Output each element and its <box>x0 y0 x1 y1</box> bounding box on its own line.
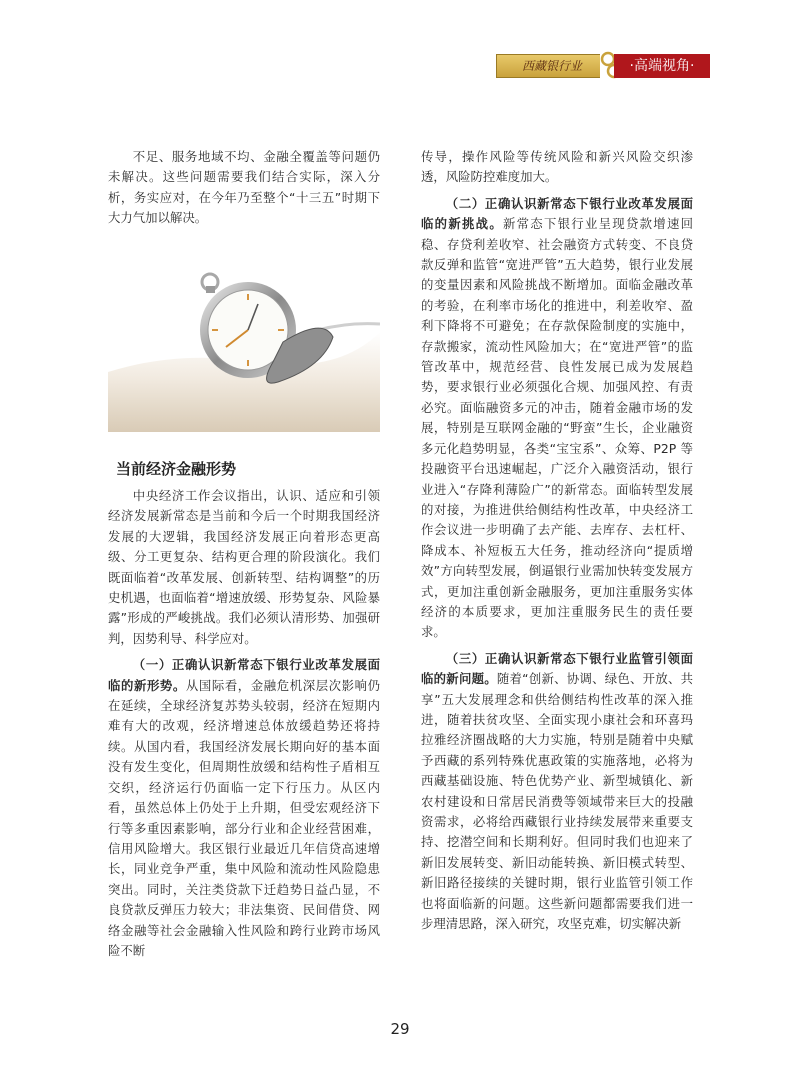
subsection-2 <box>421 194 693 643</box>
section-tagline: ·高端视角· <box>614 54 710 78</box>
pocket-watch-photo <box>108 262 380 432</box>
subsection-2-heading: （二）正确认识新常态下银行业改革发展面临的新挑战。 <box>421 195 693 232</box>
subsection-3-body: 随着“创新、协调、绿色、开放、共享”五大发展理念和供给侧结构性改革的深入推进，随着扶贫攻坚、全面实现小康社会和环喜玛拉雅经济圈战略的大力实施，特别是随着中央赋予西藏的系列特殊优惠政策的实施落地，必将为西藏基础设施、特色优势产业、新型城镇化、新农村建设和日常居民消费等领域带来巨大的投融资需求，必将给西藏银行业持续发展带来重要支持、挖潜空间和长期利好。但同时我们也迎来了新旧发展转变、新旧动能转换、新旧模式转型、新旧路径接续的关键时期，银行业监管引领工作也将面临新的问题。这些新问题都需要我们进一步理清思路，深入研究，攻坚克难，切实解决新 <box>421 671 694 932</box>
subsection-2-body: 新常态下银行业呈现贷款增速回稳、存贷利差收窄、社会融资方式转变、不良贷款反弹和监管“宽进严管”五大趋势，银行业发展的变量因素和风险挑战不断增加。面临金融改革的考验，在利率市场化的推进中，利差收窄、盈利下降将不可避免；在存款保险制度的实施中，存款搬家，流动性风险加大；在“宽进严管”的监管改革中，规范经营、良性发展已成为发展趋势，要求银行业必须强化合规、加强风控、有责必究。面临融资多元的冲击，随着金融市场的发展，特别是互联网金融的“野蛮”生长，企业融资多元化趋势明显，各类“宝宝系”、众筹、P2P 等投融资平台迅速崛起，广泛介入融资活动，银行业进入“存降利薄险广”的新常态。面临转型发展的对接，为推进供给侧结构性改革，中央经济工作会议进一步明确了去产能、去库存、去杠杆、降成本、补短板五大任务，推动经济向“提质增效”方向转型发展，倒逼银行业需加快转变发展方式，更加注重创新金融服务，更加注重服务实体经济的本质要求，更加注重服务民生的责任要求。 <box>421 216 694 640</box>
left-column-body <box>108 486 380 961</box>
subsection-1-heading: （一）正确认识新常态下银行业改革发展面临的新形势。 <box>108 657 380 693</box>
page-header <box>496 52 712 80</box>
section-title: 当前经济金融形势 <box>116 460 237 478</box>
continued-paragraph: 传导，操作风险等传统风险和新兴风险交织渗透，风险防控难度加大。 <box>421 149 693 185</box>
subsection-3-heading: （三）正确认识新常态下银行业监管引领面临的新问题。 <box>421 650 693 687</box>
economy-paragraph: 中央经济工作会议指出，认识、适应和引领经济发展新常态是当前和今后一个时期我国经济发展的大逻辑，我国经济发展正向着形态更高级、分工更复杂、结构更合理的阶段演化。我们既面临着“改革发展、创新转型、结构调整”的历史机遇，也面临着“增速放缓、形势复杂、风险暴露”形成的严峻挑战。我们必须认清形势、加强研判，因势利导、科学应对。 <box>108 488 380 646</box>
subsection-1-body: 从国际看，金融危机深层次影响仍在延续，全球经济复苏势头较弱，经济在短期内难有大的改观，经济增速总体放缓趋势还将持续。从国内看，我国经济发展长期向好的基本面没有发生变化，但周期性放缓和结构性子盾相互交织，经济运行仍面临一定下行压力。从区内看，虽然总体上仍处于上升期，但受宏观经济下行等多重因素影响，部分行业和企业经营困难，信用风险增大。我区银行业最近几年信贷高速增长，同业竞争严重，集中风险和流动性风险隐患突出。同时，关注类贷款下迁趋势日益凸显，不良贷款反弹压力较大；非法集资、民间借贷、网络金融等社会金融输入性风险和跨行业跨市场风险不断 <box>108 677 381 958</box>
intro-paragraph <box>108 147 380 229</box>
page-number: 29 <box>390 1020 410 1038</box>
subsection-3 <box>421 649 693 935</box>
right-column-body <box>421 147 693 934</box>
subsection-1 <box>108 655 380 961</box>
intro-text: 不足、服务地域不均、金融全覆盖等问题仍未解决。这些问题需要我们结合实际，深入分析，务实应对，在今年乃至整个“十三五”时期下大力气加以解决。 <box>108 149 380 226</box>
brand-label: 西藏银行业 <box>496 54 608 78</box>
